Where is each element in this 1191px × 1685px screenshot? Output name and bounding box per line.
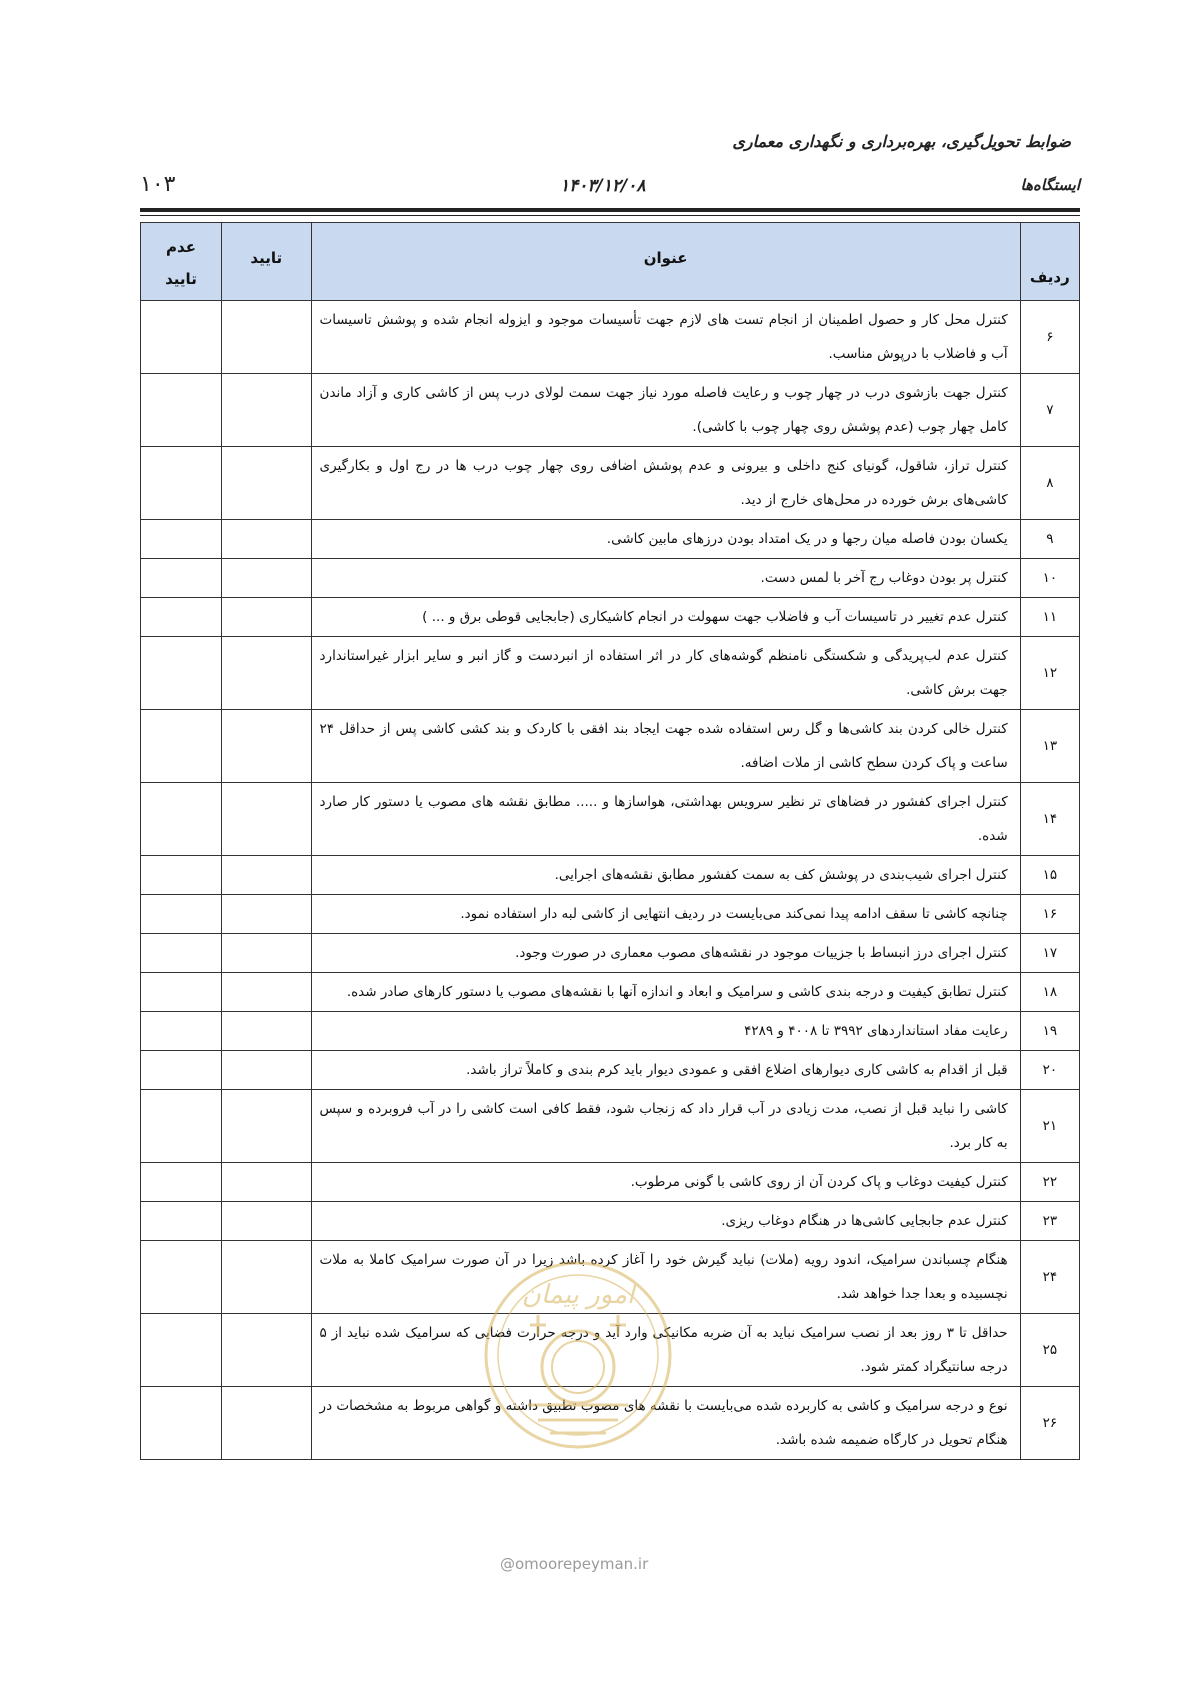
reject-cell[interactable] bbox=[141, 1051, 222, 1090]
column-header-reject: عدم تایید bbox=[141, 223, 222, 301]
document-date: ۱۴۰۳/۱۲/۰۸ bbox=[560, 176, 646, 196]
approve-cell[interactable] bbox=[221, 710, 311, 783]
approve-cell[interactable] bbox=[221, 520, 311, 559]
row-number: ۲۴ bbox=[1020, 1241, 1079, 1314]
column-header-number: ردیف bbox=[1020, 223, 1079, 301]
row-number: ۱۶ bbox=[1020, 895, 1079, 934]
row-text: کنترل عدم تغییر در تاسیسات آب و فاضلاب جهت سهولت در انجام کاشیکاری (جابجایی قوطی برق و ... ) bbox=[311, 598, 1020, 637]
column-header-title: عنوان bbox=[311, 223, 1020, 301]
row-number: ۲۲ bbox=[1020, 1163, 1079, 1202]
table-row bbox=[141, 1051, 1080, 1090]
reject-cell[interactable] bbox=[141, 559, 222, 598]
table-row bbox=[141, 710, 1080, 783]
approve-cell[interactable] bbox=[221, 1163, 311, 1202]
page-header bbox=[140, 172, 1080, 200]
approve-cell[interactable] bbox=[221, 895, 311, 934]
table-row bbox=[141, 856, 1080, 895]
table-row bbox=[141, 374, 1080, 447]
row-number: ۱۵ bbox=[1020, 856, 1079, 895]
approve-cell[interactable] bbox=[221, 783, 311, 856]
column-header-approve: تایید bbox=[221, 223, 311, 301]
approve-cell[interactable] bbox=[221, 934, 311, 973]
reject-cell[interactable] bbox=[141, 1314, 222, 1387]
approve-cell[interactable] bbox=[221, 374, 311, 447]
header-divider bbox=[140, 208, 1080, 212]
reject-cell[interactable] bbox=[141, 447, 222, 520]
row-number: ۶ bbox=[1020, 301, 1079, 374]
row-text: رعایت مفاد استانداردهای ۳۹۹۲ تا ۴۰۰۸ و ۴۲۸۹ bbox=[311, 1012, 1020, 1051]
row-number: ۲۶ bbox=[1020, 1387, 1079, 1460]
row-text: کنترل خالی کردن بند کاشی‌ها و گل رس استفاده شده جهت ایجاد بند افقی با کاردک و بند کشی کاشی پس از حداقل ۲۴ ساعت و پاک کردن سطح کاشی از ملات اضافه. bbox=[311, 710, 1020, 783]
approve-cell[interactable] bbox=[221, 1241, 311, 1314]
table-row bbox=[141, 559, 1080, 598]
reject-cell[interactable] bbox=[141, 856, 222, 895]
row-text: کنترل تطابق کیفیت و درجه بندی کاشی و سرامیک و ابعاد و اندازه آنها با نقشه‌های مصوب یا دستور کارهای صادر شده. bbox=[311, 973, 1020, 1012]
row-number: ۲۰ bbox=[1020, 1051, 1079, 1090]
reject-cell[interactable] bbox=[141, 301, 222, 374]
row-text: نوع و درجه سرامیک و کاشی به کاربرده شده می‌بایست با نقشه های مصوب تطبیق داشته و گواهی مربوط به مشخصات در هنگام تحویل در کارگاه ضمیمه شده باشد. bbox=[311, 1387, 1020, 1460]
reject-cell[interactable] bbox=[141, 637, 222, 710]
approve-cell[interactable] bbox=[221, 1012, 311, 1051]
approve-cell[interactable] bbox=[221, 1090, 311, 1163]
approve-cell[interactable] bbox=[221, 598, 311, 637]
reject-cell[interactable] bbox=[141, 1163, 222, 1202]
approve-cell[interactable] bbox=[221, 1051, 311, 1090]
row-number: ۲۳ bbox=[1020, 1202, 1079, 1241]
row-text: کنترل جهت بازشوی درب در چهار چوب و رعایت فاصله مورد نیاز جهت سمت لولای درب پس از کاشی کاری و آزاد ماندن کامل چهار چوب (عدم پوشش روی چهار چوب با کاشی). bbox=[311, 374, 1020, 447]
row-number: ۷ bbox=[1020, 374, 1079, 447]
reject-cell[interactable] bbox=[141, 973, 222, 1012]
reject-cell[interactable] bbox=[141, 1090, 222, 1163]
watermark-url: @omoorepeyman.ir bbox=[500, 1555, 649, 1573]
row-number: ۸ bbox=[1020, 447, 1079, 520]
approve-cell[interactable] bbox=[221, 1387, 311, 1460]
row-text: هنگام چسباندن سرامیک، اندود رویه (ملات) نباید گیرش خود را آغاز کرده باشد زیرا در آن صورت سرامیک کاملا به ملات نچسبیده و بعدا جدا خواهد شد. bbox=[311, 1241, 1020, 1314]
table-row bbox=[141, 1012, 1080, 1051]
table-row bbox=[141, 1090, 1080, 1163]
table-row bbox=[141, 1163, 1080, 1202]
approve-cell[interactable] bbox=[221, 447, 311, 520]
reject-cell[interactable] bbox=[141, 934, 222, 973]
document-title: ضوابط تحویل‌گیری، بهره‌برداری و نگهداری معماری bbox=[732, 132, 1071, 151]
row-text: یکسان بودن فاصله میان رجها و در یک امتداد بودن درزهای مابین کاشی. bbox=[311, 520, 1020, 559]
row-number: ۱۱ bbox=[1020, 598, 1079, 637]
row-number: ۲۵ bbox=[1020, 1314, 1079, 1387]
approve-cell[interactable] bbox=[221, 301, 311, 374]
approve-cell[interactable] bbox=[221, 973, 311, 1012]
row-number: ۱۴ bbox=[1020, 783, 1079, 856]
table-header-row bbox=[141, 223, 1080, 301]
row-text: حداقل تا ۳ روز بعد از نصب سرامیک نباید به آن ضربه مکانیکی وارد آید و درجه حرارت فضایی که سرامیک شده نباید از ۵ درجه سانتیگراد کمتر شود. bbox=[311, 1314, 1020, 1387]
section-name: ایستگاه‌ها bbox=[1020, 176, 1080, 194]
row-number: ۲۱ bbox=[1020, 1090, 1079, 1163]
table-row bbox=[141, 520, 1080, 559]
approve-cell[interactable] bbox=[221, 1202, 311, 1241]
seal-text: امور پیمان bbox=[521, 1280, 635, 1310]
row-number: ۹ bbox=[1020, 520, 1079, 559]
row-number: ۱۹ bbox=[1020, 1012, 1079, 1051]
row-text: کنترل کیفیت دوغاب و پاک کردن آن از روی کاشی با گونی مرطوب. bbox=[311, 1163, 1020, 1202]
row-text: کنترل اجرای کفشور در فضاهای تر نظیر سرویس بهداشتی، هواسازها و ..... مطابق نقشه های مصوب یا دستور کار صارد شده. bbox=[311, 783, 1020, 856]
reject-cell[interactable] bbox=[141, 783, 222, 856]
reject-cell[interactable] bbox=[141, 710, 222, 783]
row-text: چنانچه کاشی تا سقف ادامه پیدا نمی‌کند می‌بایست در ردیف انتهایی از کاشی لبه دار استفاده نمود. bbox=[311, 895, 1020, 934]
reject-cell[interactable] bbox=[141, 1012, 222, 1051]
reject-cell[interactable] bbox=[141, 520, 222, 559]
row-number: ۱۲ bbox=[1020, 637, 1079, 710]
header-divider-thin bbox=[140, 215, 1080, 216]
table-row bbox=[141, 895, 1080, 934]
table-row bbox=[141, 973, 1080, 1012]
table-row bbox=[141, 783, 1080, 856]
reject-cell[interactable] bbox=[141, 1387, 222, 1460]
row-number: ۱۷ bbox=[1020, 934, 1079, 973]
approve-cell[interactable] bbox=[221, 1314, 311, 1387]
row-text: کنترل اجرای شیب‌بندی در پوشش کف به سمت کفشور مطابق نقشه‌های اجرایی. bbox=[311, 856, 1020, 895]
row-number: ۱۳ bbox=[1020, 710, 1079, 783]
approve-cell[interactable] bbox=[221, 559, 311, 598]
approve-cell[interactable] bbox=[221, 637, 311, 710]
table-row bbox=[141, 447, 1080, 520]
table-row bbox=[141, 934, 1080, 973]
table-row bbox=[141, 301, 1080, 374]
row-number: ۱۸ bbox=[1020, 973, 1079, 1012]
row-text: کاشی را نباید قبل از نصب، مدت زیادی در آب قرار داد که زنجاب شود، فقط کافی است کاشی را در آب فروبرده و سپس به کار برد. bbox=[311, 1090, 1020, 1163]
table-row bbox=[141, 1202, 1080, 1241]
approve-cell[interactable] bbox=[221, 856, 311, 895]
row-number: ۱۰ bbox=[1020, 559, 1079, 598]
seal-watermark bbox=[478, 1255, 678, 1455]
row-text: کنترل عدم جابجایی کاشی‌ها در هنگام دوغاب ریزی. bbox=[311, 1202, 1020, 1241]
row-text: کنترل تراز، شاقول، گونیای کنج داخلی و بیرونی و عدم پوشش اضافی روی چهار چوب درب ها در رج اول و بکارگیری کاشی‌های برش خورده در محل‌های خارج از دید. bbox=[311, 447, 1020, 520]
row-text: کنترل پر بودن دوغاب رج آخر با لمس دست. bbox=[311, 559, 1020, 598]
row-text: کنترل محل کار و حصول اطمینان از انجام تست های لازم جهت تأسیسات موجود و ایزوله انجام شده و پوشش تاسیسات آب و فاضلاب با درپوش مناسب. bbox=[311, 301, 1020, 374]
row-text: قبل از اقدام به کاشی کاری دیوارهای اضلاع افقی و عمودی دیوار باید کرم بندی و کاملاً تراز باشد. bbox=[311, 1051, 1020, 1090]
reject-cell[interactable] bbox=[141, 598, 222, 637]
page-number: ۱۰۳ bbox=[140, 172, 176, 197]
row-text: کنترل عدم لب‌پریدگی و شکستگی نامنظم گوشه‌های کار در اثر استفاده از انبردست و گاز انبر و سایر ابزار غیراستاندارد جهت برش کاشی. bbox=[311, 637, 1020, 710]
table-row bbox=[141, 637, 1080, 710]
table-row bbox=[141, 598, 1080, 637]
reject-cell[interactable] bbox=[141, 895, 222, 934]
reject-cell[interactable] bbox=[141, 374, 222, 447]
row-text: کنترل اجرای درز انبساط با جزییات موجود در نقشه‌های مصوب معماری در صورت وجود. bbox=[311, 934, 1020, 973]
reject-cell[interactable] bbox=[141, 1202, 222, 1241]
reject-cell[interactable] bbox=[141, 1241, 222, 1314]
